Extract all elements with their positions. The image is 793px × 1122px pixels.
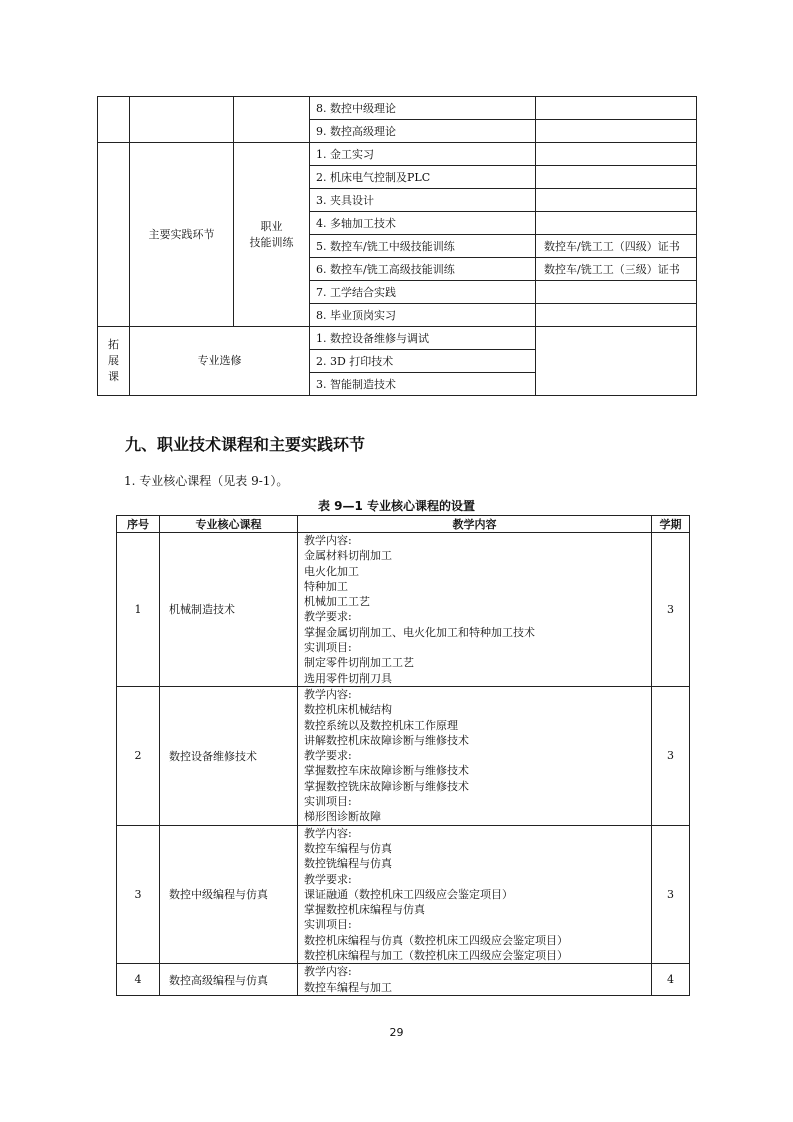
course-name-cell: 机械制造技术 — [160, 533, 298, 687]
course-cell: 8. 毕业顶岗实习 — [310, 304, 536, 327]
cert-cell — [536, 212, 697, 235]
subcategory-line: 职业 — [260, 219, 283, 233]
column-header: 学期 — [652, 516, 690, 533]
cert-cell — [536, 327, 697, 396]
content-line: 特种加工 — [304, 579, 348, 593]
content-line: 数控车编程与加工 — [304, 980, 392, 994]
content-line: 数控铣编程与仿真 — [304, 857, 392, 871]
course-name-cell: 数控设备维修技术 — [160, 686, 298, 825]
table-cell — [130, 97, 234, 143]
content-line: 教学要求: — [304, 749, 352, 763]
practice-category-cell: 主要实践环节 — [130, 143, 234, 327]
extension-category-cell: 专业选修 — [130, 327, 310, 396]
cert-cell — [536, 189, 697, 212]
content-line: 讲解数控机床故障诊断与维修技术 — [304, 733, 469, 747]
extension-label-char: 展 — [108, 354, 119, 367]
cert-cell — [536, 97, 697, 120]
table-row — [117, 686, 690, 825]
course-cell: 7. 工学结合实践 — [310, 281, 536, 304]
cert-cell — [536, 304, 697, 327]
table-row — [117, 533, 690, 687]
teaching-content-cell — [298, 825, 652, 964]
content-line: 制定零件切削加工工艺 — [304, 656, 414, 670]
semester-cell: 3 — [652, 686, 690, 825]
content-line: 教学要求: — [304, 610, 352, 624]
row-number-cell: 3 — [117, 825, 160, 964]
table-cell — [98, 97, 130, 143]
content-line: 数控机床编程与仿真（数控机床工四级应会鉴定项目） — [304, 933, 568, 947]
semester-cell: 3 — [652, 533, 690, 687]
content-line: 数控机床编程与加工（数控机床工四级应会鉴定项目） — [304, 949, 568, 963]
column-header: 序号 — [117, 516, 160, 533]
column-header: 专业核心课程 — [160, 516, 298, 533]
section-heading: 九、职业技术课程和主要实践环节 — [125, 435, 366, 454]
content-line: 课证融通（数控机床工四级应会鉴定项目） — [304, 887, 513, 901]
course-cell: 2. 机床电气控制及PLC — [310, 166, 536, 189]
core-table-body — [117, 533, 690, 996]
cert-cell: 数控车/铣工工（三级）证书 — [536, 258, 697, 281]
semester-cell: 3 — [652, 825, 690, 964]
content-line: 教学内容: — [304, 534, 352, 547]
content-line: 机械加工工艺 — [304, 595, 370, 609]
content-line: 教学内容: — [304, 965, 352, 979]
page-number: 29 — [389, 1026, 404, 1039]
course-cell: 5. 数控车/铣工中级技能训练 — [310, 235, 536, 258]
table-row — [117, 825, 690, 964]
extension-label-char: 课 — [108, 370, 119, 383]
teaching-content-cell — [298, 686, 652, 825]
table-caption: 表 9—1 专业核心课程的设置 — [317, 499, 476, 513]
course-name-cell: 数控高级编程与仿真 — [160, 964, 298, 996]
course-cell: 6. 数控车/铣工高级技能训练 — [310, 258, 536, 281]
paragraph: 1. 专业核心课程（见表 9-1）。 — [124, 474, 289, 488]
cert-cell — [536, 166, 697, 189]
content-line: 教学内容: — [304, 826, 352, 840]
cert-cell — [536, 143, 697, 166]
course-cell: 9. 数控高级理论 — [310, 120, 536, 143]
table-cell — [234, 97, 310, 143]
subcategory-line: 技能训练 — [249, 235, 294, 249]
content-line: 掌握金属切削加工、电火化加工和特种加工技术 — [304, 625, 535, 639]
extension-label-cell — [98, 327, 130, 396]
content-line: 数控车编程与仿真 — [304, 841, 392, 855]
table-cell — [98, 143, 130, 327]
training-plan-table — [97, 96, 697, 396]
practice-subcategory-cell — [234, 143, 310, 327]
content-line: 教学要求: — [304, 872, 352, 886]
course-cell: 1. 数控设备维修与调试 — [310, 327, 536, 350]
content-line: 选用零件切削刀具 — [304, 671, 392, 685]
course-cell: 1. 金工实习 — [310, 143, 536, 166]
content-line: 金属材料切削加工 — [304, 549, 392, 563]
content-line: 电火化加工 — [304, 564, 359, 578]
course-name-cell: 数控中级编程与仿真 — [160, 825, 298, 964]
content-line: 梯形图诊断故障 — [304, 810, 381, 824]
cert-cell — [536, 120, 697, 143]
extension-label-char: 拓 — [108, 338, 119, 351]
column-header: 教学内容 — [298, 516, 652, 533]
semester-cell: 4 — [652, 964, 690, 996]
content-line: 掌握数控车床故障诊断与维修技术 — [304, 764, 469, 778]
core-course-table — [116, 515, 690, 996]
row-number-cell: 2 — [117, 686, 160, 825]
teaching-content-cell — [298, 964, 652, 996]
cert-cell — [536, 281, 697, 304]
content-line: 数控系统以及数控机床工作原理 — [304, 718, 458, 732]
content-line: 数控机床机械结构 — [304, 703, 392, 717]
course-cell: 4. 多轴加工技术 — [310, 212, 536, 235]
course-cell: 3. 智能制造技术 — [310, 373, 536, 396]
row-number-cell: 4 — [117, 964, 160, 996]
teaching-content-cell — [298, 533, 652, 687]
row-number-cell: 1 — [117, 533, 160, 687]
content-line: 实训项目: — [304, 795, 352, 809]
content-line: 实训项目: — [304, 641, 352, 655]
course-cell: 3. 夹具设计 — [310, 189, 536, 212]
cert-cell: 数控车/铣工工（四级）证书 — [536, 235, 697, 258]
table-row — [117, 964, 690, 996]
content-line: 实训项目: — [304, 918, 352, 932]
course-cell: 2. 3D 打印技术 — [310, 350, 536, 373]
content-line: 掌握数控铣床故障诊断与维修技术 — [304, 779, 469, 793]
course-cell: 8. 数控中级理论 — [310, 97, 536, 120]
content-line: 掌握数控机床编程与仿真 — [304, 903, 425, 917]
content-line: 教学内容: — [304, 687, 352, 701]
